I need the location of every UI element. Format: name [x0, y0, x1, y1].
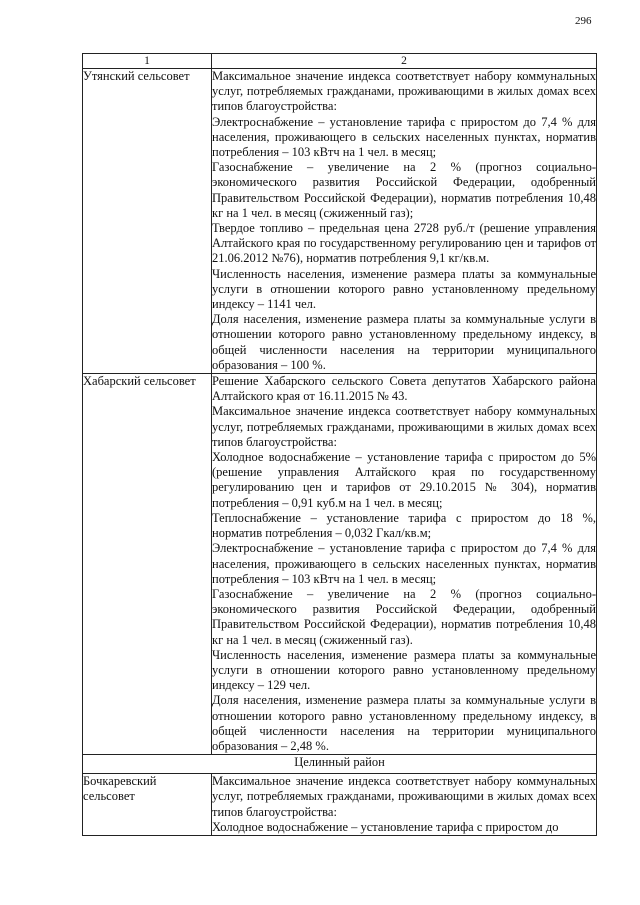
details-paragraph: Численность населения, изменение размера платы за коммунальные услуги в отношении которого равно установленному предельному индексу – 129 чел.: [212, 647, 596, 693]
details-paragraph: Теплоснабжение – установление тарифа с приростом до 18 %, норматив потребления – 0,032 Гкал/кв.м;: [212, 510, 596, 541]
column-header-1: 1: [83, 54, 212, 69]
details-paragraph: Газоснабжение – увеличение на 2 % (прогноз социально-экономического развития Российской Федерации, одобренный Правительством Российской Федерации), норматив потребления 10,48 кг на 1 чел. в месяц (сжиженный газ);: [212, 160, 596, 220]
details-paragraph: Холодное водоснабжение – установление тарифа с приростом до: [212, 819, 559, 834]
details-paragraph: Максимальное значение индекса соответствует набору коммунальных услуг, потребляемых гражданами, проживающими в жилых домах всех типов благоустройства:: [212, 774, 596, 819]
details-paragraph: Доля населения, изменение размера платы за коммунальные услуги в отношении которого равно установленному предельному индексу, в общей численности населения на территории муниципального образования – 100 %.: [212, 312, 596, 372]
details-paragraph: Твердое топливо – предельная цена 2728 руб./т (решение управления Алтайского края по государственному регулированию цен и тарифов от 21.06.2012 №76), норматив потребления 9,1 кг/кв.м.: [212, 221, 596, 266]
municipality-details: [212, 374, 597, 755]
municipality-name: Утянский сельсовет: [83, 69, 212, 374]
table-header-row: [83, 54, 597, 69]
page-number: 296: [575, 15, 592, 27]
details-paragraph: Холодное водоснабжение – установление тарифа с приростом до 5% (решение управления Алтайского края по государственному регулированию цен и тарифов от 29.10.2015 № 304), норматив потребления – 0,91 куб.м на 1 чел. в месяц;: [212, 450, 596, 510]
municipality-name: Хабарский сельсовет: [83, 374, 212, 755]
municipality-details: [212, 69, 597, 374]
details-paragraph: Газоснабжение – увеличение на 2 % (прогноз социально-экономического развития Российской Федерации, одобренный Правительством Российской Федерации), норматив потребления 10,48 кг на 1 чел. в месяц (сжиженный газ).: [212, 586, 596, 647]
tariff-table: [82, 53, 597, 836]
region-row: [83, 755, 597, 774]
table-row: [83, 374, 597, 755]
table-row: [83, 69, 597, 374]
details-paragraph: Численность населения, изменение размера платы за коммунальные услуги в отношении которого равно установленному предельному индексу – 1141 чел.: [212, 266, 596, 312]
details-paragraph: Решение Хабарского сельского Совета депутатов Хабарского района Алтайского края от 16.11.2015 № 43.: [212, 374, 596, 404]
details-paragraph: Максимальное значение индекса соответствует набору коммунальных услуг, потребляемых гражданами, проживающими в жилых домах всех типов благоустройства:: [212, 404, 596, 449]
municipality-details: [212, 774, 597, 836]
details-paragraph: Максимальное значение индекса соответствует набору коммунальных услуг, потребляемых гражданами, проживающими в жилых домах всех типов благоустройства:: [212, 69, 596, 114]
details-paragraph: Электроснабжение – установление тарифа с приростом до 7,4 % для населения, проживающего в сельских населенных пунктах, норматив потребления – 103 кВтч на 1 чел. в месяц;: [212, 541, 596, 586]
region-heading: Целинный район: [83, 755, 597, 774]
details-paragraph: Электроснабжение – установление тарифа с приростом до 7,4 % для населения, проживающего в сельских населенных пунктах, норматив потребления – 103 кВтч на 1 чел. в месяц;: [212, 114, 596, 160]
table-row: [83, 774, 597, 836]
municipality-name: Бочкаревский сельсовет: [83, 774, 212, 836]
column-header-2: 2: [212, 54, 597, 69]
details-paragraph: Доля населения, изменение размера платы за коммунальные услуги в отношении которого равно установленному предельному индексу, в общей численности населения на территории муниципального образования – 2,48 %.: [212, 693, 596, 753]
